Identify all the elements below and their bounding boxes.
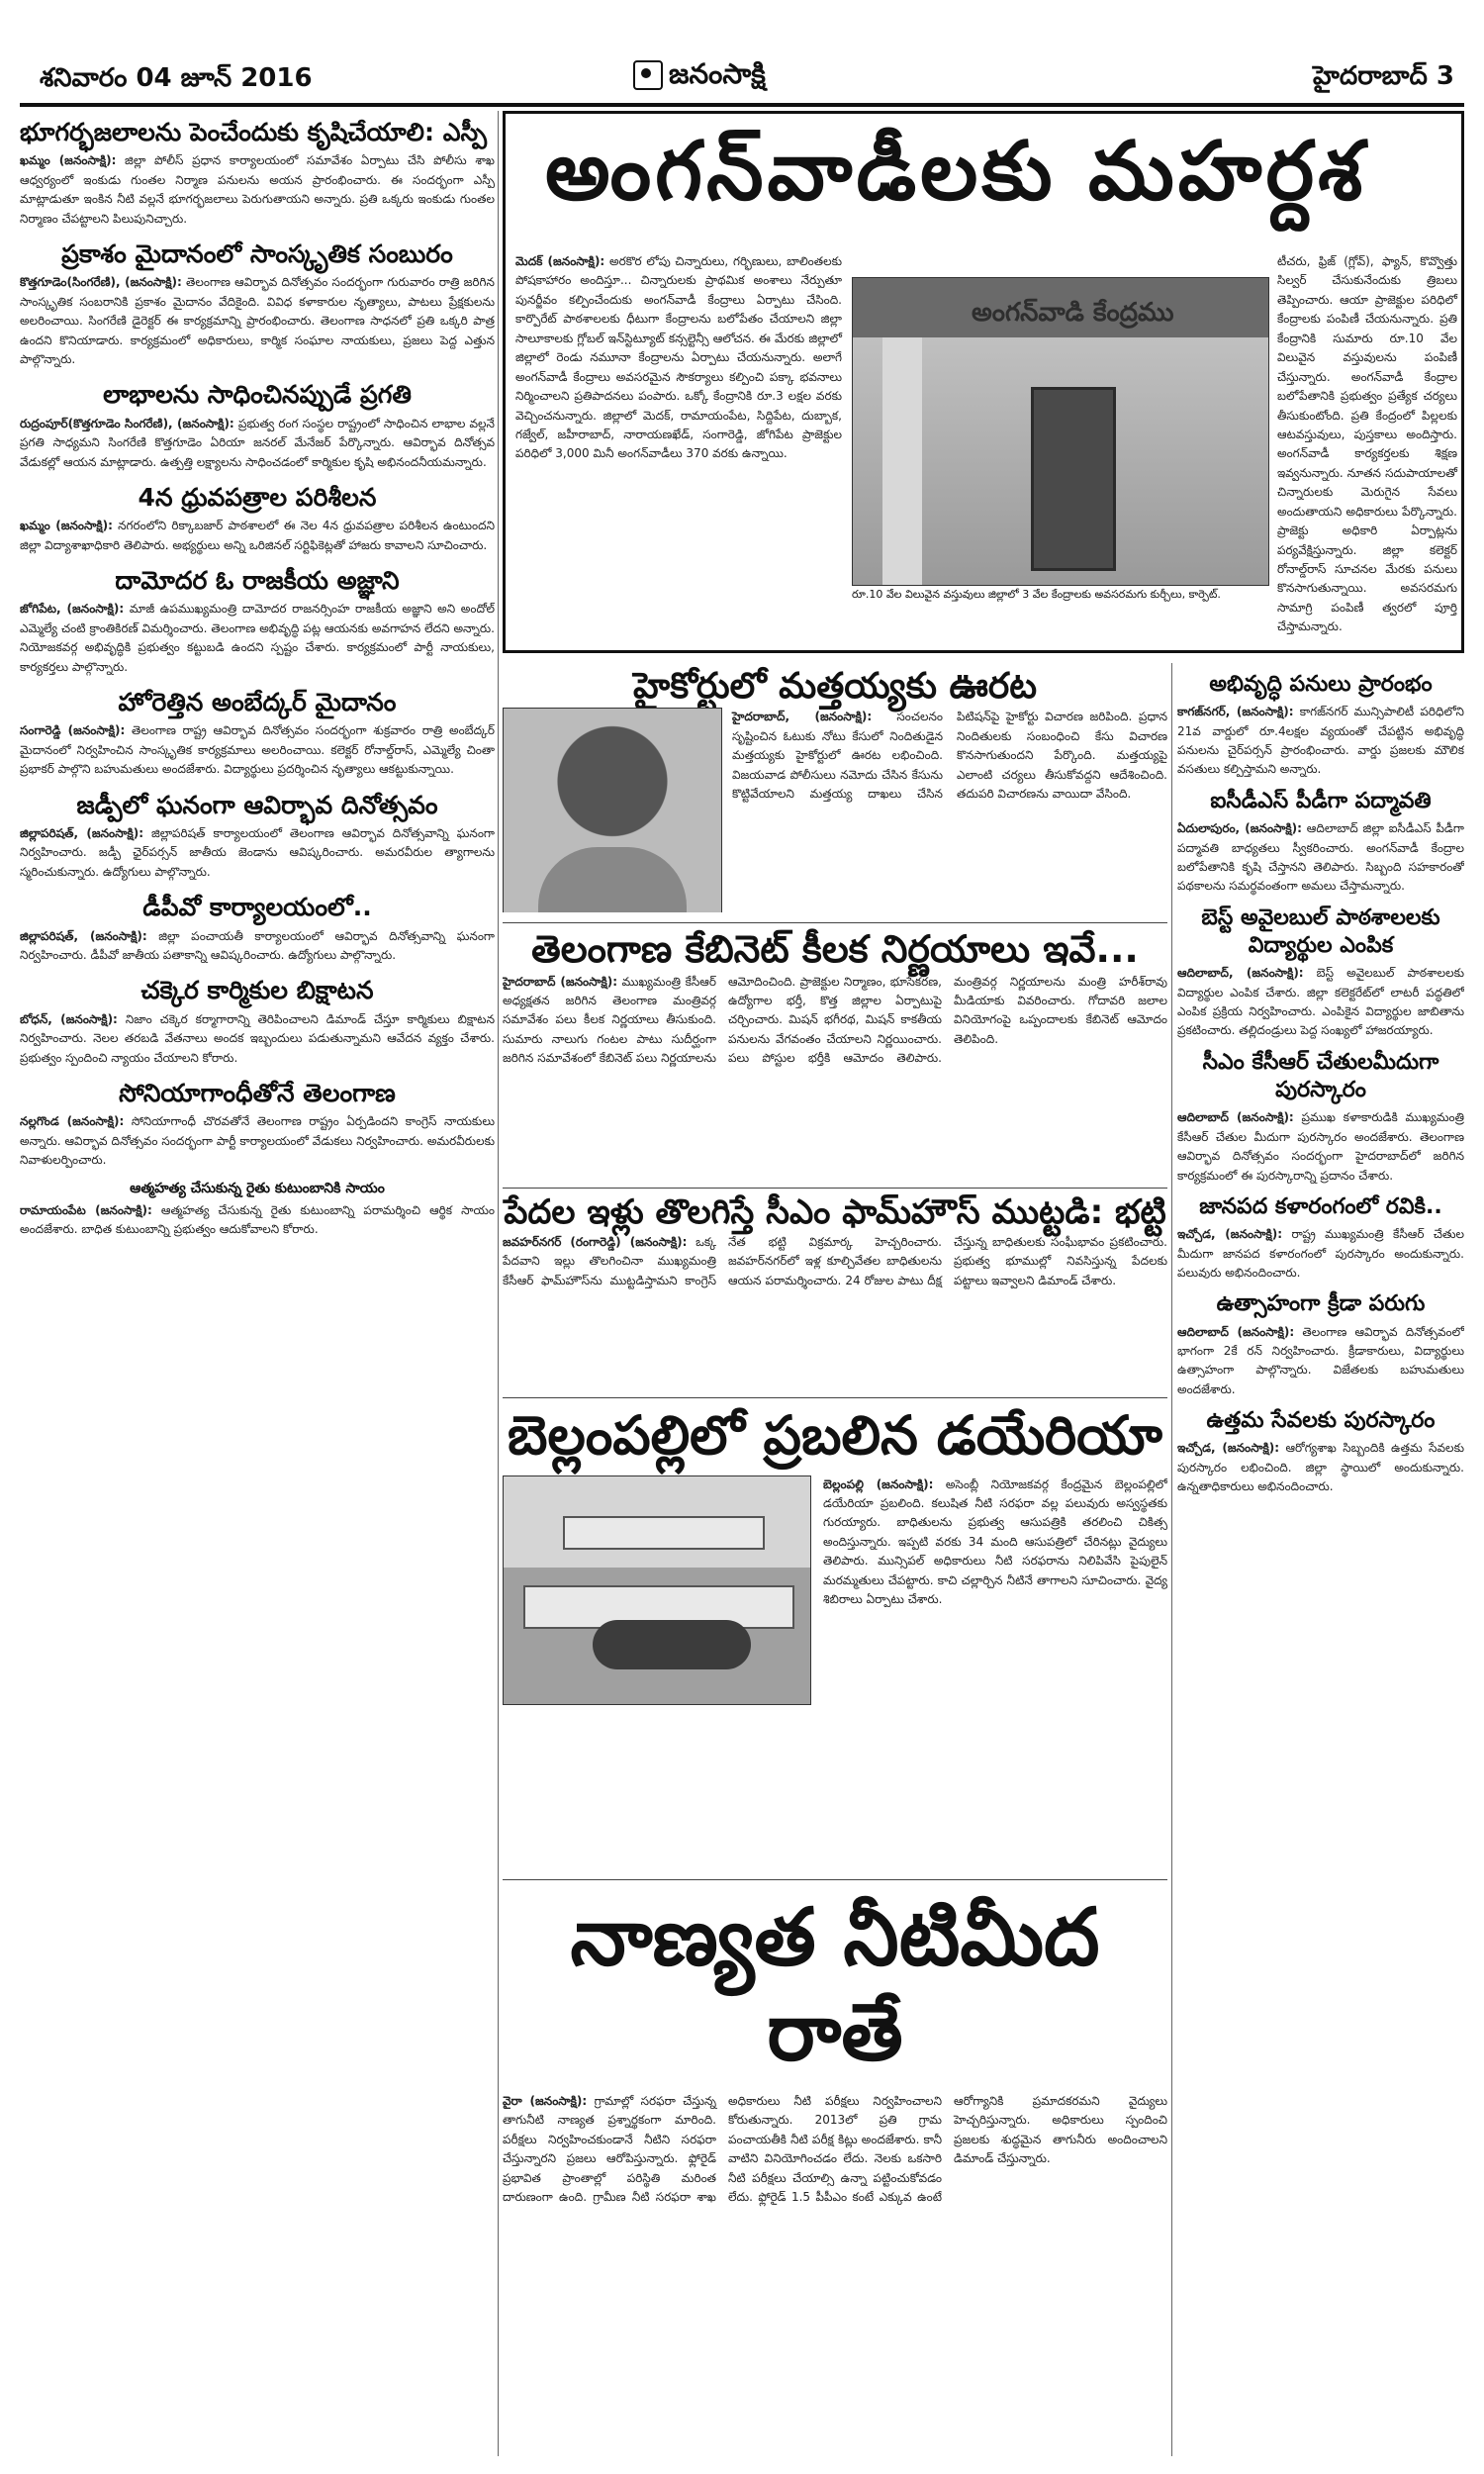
news-story: భూగర్భజలాలను పెంచేందుకు కృషిచేయాలి: ఎస్పీ ఖమ్మం (జనంసాక్షి): జిల్లా పోలీస్ ప్రధాన కార్యాలయంలో సమావేశం ఏర్పాటు చేసి పోలీసు శాఖ ఆధ్వర్యంలో ఇంకుడు గుంతల నిర్మాణ పనులను అయన ప్రారంభించారు. ఈ సందర్భంగా ఎస్పీ మాట్లాడుతూ ఇంకిన నీటి వల్లనే భూగర్భజలాలు పెరుగుతాయని అన్నారు. ప్రతి ఒక్కరు ఇంకుడు గుంతల నిర్మాణం చేపట్టాలని పిలుపునిచ్చారు. — [20, 118, 495, 226]
news-story: సోనియాగాంధీతోనే తెలంగాణ నల్లగొండ (జనంసాక్షి): సోనియాగాంధీ చొరవతోనే తెలంగాణ రాష్ట్రం ఏర్పడిందని కాంగ్రెస్ నాయకులు అన్నారు. ఆవిర్భావ దినోత్సవం సందర్భంగా పార్టీ కార్యాలయంలో వేడుకలు నిర్వహించారు. అమరవీరులకు నివాళులర్పించారు. — [20, 1078, 495, 1168]
story-headline: ఆత్మహత్య చేసుకున్న రైతు కుటుంబానికి సాయం — [130, 1180, 385, 1196]
right-column — [1177, 665, 1464, 2456]
story-headline: సీఎం కేసీఆర్ చేతులమీదుగా పురస్కారం — [1202, 1049, 1439, 1103]
lead-story — [503, 111, 1464, 653]
mathaiah-photo — [503, 708, 722, 912]
column-divider — [498, 111, 499, 2456]
story-headline: 4న ధ్రువపత్రాల పరిశీలన — [138, 483, 377, 512]
news-story: జడ్పీలో ఘనంగా ఆవిర్భావ దినోత్సవం జిల్లాపరిషత్, (జనంసాక్షి): జిల్లాపరిషత్ కార్యాలయంలో తెలంగాణ ఆవిర్భావ దినోత్సవాన్ని ఘనంగా నిర్వహించారు. జడ్పీ ఛైర్‌పర్సన్ జాతీయ జెండాను ఆవిష్కరించారు. అమరవీరుల త్యాగాలను స్మరించుకున్నారు. ఉద్యోగులు పాల్గొన్నారు. — [20, 790, 495, 879]
lead-text-1: అరకొర లోపు చిన్నారులు, గర్భిణులు, బాలింతలకు పోషకాహారం అందిస్తూ... చిన్నారులకు ప్రాథమిక అంశాలు నేర్పుతూ పునర్జీవం కల్పించేందుకు అంగన్‌వాడీ కేంద్రాలు ఏర్పాటు చేసింది. కార్పొరేట్ పాఠశాలలకు ధీటుగా కేంద్రాలను బలోపేతం చేయాలని జిల్లా సాలూకాలకు గ్లోబల్ ఇన్‌స్టిట్యూట్ కన్సల్టెన్సీ ఆలోచన. ఈ మేరకు జిల్లాలో జిల్లాలో రెండు నమూనా కేంద్రాలను ఏర్పాటు చేయనున్నారు. అలాగే అంగన్‌వాడీ కేంద్రాలు అవసరమైన సౌకర్యాలు కల్పించి పక్కా భవనాలు నిర్మించాలని ప్రతిపాదనలు పంపారు. ఒక్కో కేంద్రానికి రూ.3 లక్షల వరకు వెచ్చించనున్నారు. జిల్లాలో మెదక్, రామాయంపేట, సిద్దిపేట, దుబ్బాక, గజ్వేల్, జహీరాబాద్, నారాయణఖేడ్, సంగారెడ్డి, జోగిపేట ప్రాజెక్టుల పరిధిలో 3,000 మినీ అంగన్‌వాడీలు 370 వరకు ఉన్నాయి. — [515, 254, 842, 461]
news-story-cabinet: తెలంగాణ కేబినెట్ కీలక నిర్ణయాలు ఇవే... హైదరాబాద్ (జనంసాక్షి): ముఖ్యమంత్రి కేసీఆర్ అధ్యక్షతన జరిగిన తెలంగాణ మంత్రివర్గ సమావేశం పలు కీలక నిర్ణయాలు తీసుకుంది. సుమారు నాలుగు గంటల పాటు సుదీర్ఘంగా జరిగిన సమావేశంలో కేబినెట్ పలు నిర్ణయాలను ఆమోదించింది. ప్రాజెక్టుల నిర్మాణం, భూసేకరణ, ఉద్యోగాల భర్తీ, కొత్త జిల్లాల ఏర్పాటుపై చర్చించారు. మిషన్ భగీరథ, మిషన్ కాకతీయ పనులను వేగవంతం చేయాలని నిర్ణయించారు. పలు పోస్టుల భర్తీకి ఆమోదం తెలిపారు. మంత్రివర్గ నిర్ణయాలను మంత్రి హరీశ్‌రావు మీడియాకు వివరించారు. గోదావరి జలాల వినియోగంపై ఒప్పందాలకు కేబినెట్ ఆమోదం తెలిపింది. — [503, 918, 1167, 1178]
story-headline: జడ్పీలో ఘనంగా ఆవిర్భావ దినోత్సవం — [76, 790, 438, 819]
story-headline: సోనియాగాంధీతోనే తెలంగాణ — [119, 1078, 396, 1107]
news-story: బెస్ట్ అవైలబుల్ పాఠశాలలకు విద్యార్థుల ఎంపిక ఆదిలాబాద్, (జనంసాక్షి): బెస్ట్ అవైలబుల్ పాఠశాలలకు విద్యార్థుల ఎంపిక చేశారు. జిల్లా కలెక్టరేట్‌లో లాటరీ పద్ధతిలో ఎంపిక ప్రక్రియ నిర్వహించారు. ఎంపికైన విద్యార్థుల జాబితాను ప్రకటించారు. తల్లిదండ్రులు పెద్ద సంఖ్యలో హాజరయ్యారు. — [1177, 904, 1464, 1038]
hospital-ward-photo — [503, 1475, 811, 1705]
issue-date: శనివారం 04 జూన్ 2016 — [40, 63, 313, 93]
news-story: ఐసీడీఎస్ పీడీగా పద్మావతి ఏదులాపురం, (జనంసాక్షి): ఆదిలాబాద్ జిల్లా ఐసీడీఎస్ పీడీగా పద్మావతి బాధ్యతలు స్వీకరించారు. అంగన్‌వాడీ కేంద్రాల బలోపేతానికి కృషి చేస్తానని తెలిపారు. సిబ్బంది సహకారంతో పథకాలను సమర్థవంతంగా అమలు చేస్తామన్నారు. — [1177, 788, 1464, 894]
lead-byline: మెదక్ (జనంసాక్షి): — [515, 254, 605, 268]
logo-icon — [633, 60, 663, 90]
news-story: లాభాలను సాధించినప్పుడే ప్రగతి రుద్రంపూర్(కొత్తగూడెం సింగరేణి), (జనంసాక్షి): ప్రభుత్వ రంగ సంస్థల రాష్ట్రంలో సాధించిన లాభాల వల్లనే ప్రగతి సాధ్యమని సింగరేణి కొత్తగూడెం ఏరియా జనరల్ మేనేజర్ పేర్కొన్నారు. ఆవిర్భావ దినోత్సవ వేడుకల్లో ఆయన మాట్లాడారు. ఉత్పత్తి లక్ష్యాలను సాధించడంలో కార్మికుల కృషి అభినందనీయమన్నారు. — [20, 380, 495, 469]
news-story: 4న ధ్రువపత్రాల పరిశీలన ఖమ్మం (జనంసాక్షి): నగరంలోని రిక్కాబజార్ పాఠశాలలో ఈ నెల 4న ధ్రువపత్రాల పరిశీలన ఉంటుందని జిల్లా విద్యాశాఖాధికారి తెలిపారు. అభ్యర్థులు అన్ని ఒరిజినల్ సర్టిఫికెట్లతో హాజరు కావాలని సూచించారు. — [20, 483, 495, 552]
column-divider — [1171, 663, 1172, 2456]
story-headline: పేదల ఇళ్లు తొలగిస్తే సీఎం ఫామ్‌హౌస్ ముట్టడి: భట్టి — [504, 1192, 1166, 1232]
lead-headline: అంగన్‌వాడీలకు మహర్దశ — [545, 125, 1367, 219]
lead-text-2: టీచరు, ఫ్రిజ్ (గ్లోవ్), ఫ్యాన్, కొవ్వొత్తు సిల్వర్ చేసుకునేందుకు త్రిబలు తెప్పించారు. ఆయా ప్రాజెక్టుల పరిధిలో కేంద్రాలకు పంపిణీ చేయనున్నారు. ప్రతి కేంద్రానికి సుమారు రూ.10 వేల విలువైన వస్తువులను పంపిణీ చేస్తున్నారు. అంగన్‌వాడీ కేంద్రాల బలోపేతానికి ప్రభుత్వం ప్రత్యేక చర్యలు తీసుకుంటోంది. ప్రతి కేంద్రంలో పిల్లలకు ఆటవస్తువులు, పుస్తకాలు అందిస్తారు. అంగన్‌వాడీ కార్యకర్తలకు శిక్షణ ఇవ్వనున్నారు. నూతన సదుపాయాలతో చిన్నారులకు మెరుగైన సేవలు అందుతాయని అధికారులు పేర్కొన్నారు. ప్రాజెక్టు అధికారి ఏర్పాట్లను పర్యవేక్షిస్తున్నారు. జిల్లా కలెక్టర్ రోనాల్డ్‌రాస్ సూచనల మేరకు పనులు కొనసాగుతున్నాయి. అవసరమగు సామాగ్రి పంపిణీ త్వరలో పూర్తి చేస్తామన్నారు. — [1277, 254, 1457, 634]
story-headline: బెస్ట్ అవైలబుల్ పాఠశాలలకు విద్యార్థుల ఎంపిక — [1201, 904, 1440, 958]
news-story: చక్కెర కార్మికుల బిక్షాటన బోధన్, (జనంసాక్షి): నిజాం చక్కెర కర్మాగారాన్ని తెరిపించాలని డిమాండ్ చేస్తూ కార్మికులు బిక్షాటన నిర్వహించారు. నెలల తరబడి వేతనాలు అందక ఇబ్బందులు పడుతున్నామని ఆవేదన వ్యక్తం చేశారు. ప్రభుత్వం స్పందించి న్యాయం చేయాలని కోరారు. — [20, 976, 495, 1065]
story-headline: ప్రకాశం మైదానంలో సాంస్కృతిక సంబురం — [61, 239, 453, 268]
story-headline: అభివృద్ధి పనులు ప్రారంభం — [1209, 672, 1433, 697]
news-story: ఆత్మహత్య చేసుకున్న రైతు కుటుంబానికి సాయం రామాయంపేట (జనంసాక్షి): ఆత్మహత్య చేసుకున్న రైతు కుటుంబాన్ని పరామర్శించి ఆర్థిక సాయం అందజేశారు. బాధిత కుటుంబాన్ని ప్రభుత్వం ఆదుకోవాలని కోరారు. — [20, 1180, 495, 1237]
story-headline: బెల్లంపల్లిలో ప్రబలిన డయేరియా — [508, 1404, 1162, 1467]
news-story: ఉత్సాహంగా క్రీడా పరుగు ఆదిలాబాద్ (జనంసాక్షి): తెలంగాణ ఆవిర్భావ దినోత్సవంలో భాగంగా 2కే రన్ నిర్వహించారు. క్రీడాకారులు, విద్యార్థులు ఉత్సాహంగా పాల్గొన్నారు. విజేతలకు బహుమతులు అందజేశారు. — [1177, 1291, 1464, 1396]
news-story-highcourt: హైకోర్టులో మత్తయ్యకు ఊరట హైదరాబాద్, (జనంసాక్షి): సంచలనం సృష్టించిన ఓటుకు నోటు కేసులో నిందితుడైన మత్తయ్యకు హైకోర్టులో ఊరట లభించింది. విజయవాడ పోలీసులు నమోదు చేసిన కేసును కొట్టివేయాలని మత్తయ్య దాఖలు చేసిన పిటిషన్‌పై హైకోర్టు విచారణ జరిపింది. ప్రధాన నిందితులకు సంబంధించి కేసు విచారణ కొనసాగుతుందని పేర్కొంది. మత్తయ్యపై ఎలాంటి చర్యలు తీసుకోవద్దని ఆదేశించింది. తదుపరి విచారణను వాయిదా వేసింది. — [503, 665, 1167, 912]
story-headline: ఉత్తమ సేవలకు పురస్కారం — [1206, 1408, 1436, 1434]
story-headline: తెలంగాణ కేబినెట్ కీలక నిర్ణయాలు ఇవే... — [531, 927, 1139, 971]
logo-text: జనంసాక్షి — [669, 57, 766, 90]
story-headline: హైకోర్టులో మత్తయ్యకు ఊరట — [632, 666, 1038, 707]
news-story: సీఎం కేసీఆర్ చేతులమీదుగా పురస్కారం ఆదిలాబాద్ (జనంసాక్షి): ప్రముఖ కళాకారుడికి ముఖ్యమంత్రి కేసీఆర్ చేతుల మీదుగా పురస్కారం అందజేశారు. తెలంగాణ ఆవిర్భావ దినోత్సవం సందర్భంగా హైదరాబాద్‌లో జరిగిన కార్యక్రమంలో ఈ పురస్కారాన్ని ప్రదానం చేశారు. — [1177, 1049, 1464, 1183]
story-headline: చక్కెర కార్మికుల బిక్షాటన — [140, 976, 374, 1005]
news-story: అభివృద్ధి పనులు ప్రారంభం కాగజ్‌నగర్, (జనంసాక్షి): కాగజ్‌నగర్ మున్సిపాలిటీ పరిధిలోని 21వ వార్డులో రూ.4లక్షల వ్యయంతో చేపట్టిన అభివృద్ధి పనులను చైర్‌పర్సన్ ప్రారంభించారు. వార్డు ప్రజలకు మౌలిక వసతులు కల్పిస్తామని అన్నారు. — [1177, 672, 1464, 777]
newspaper-logo — [633, 57, 766, 97]
story-headline: లాభాలను సాధించినప్పుడే ప్రగతి — [103, 380, 412, 410]
news-story: జానపద కళారంగంలో రవికి.. ఇచ్చోడ, (జనంసాక్షి): రాష్ట్ర ముఖ్యమంత్రి కేసీఆర్ చేతుల మీదుగా జానపద కళారంగంలో పురస్కారం అందుకున్నారు. పలువురు అభినందించారు. — [1177, 1193, 1464, 1280]
story-headline: డీపీవో కార్యాలయంలో.. — [142, 893, 372, 922]
news-story-water-quality: నాణ్యత నీటిమీద రాతే వైరా (జనంసాక్షి): గ్రామాల్లో సరఫరా చేస్తున్న తాగునీటి నాణ్యత ప్రశ్నార్థకంగా మారింది. పరీక్షలు నిర్వహించకుండానే నీటిని సరఫరా చేస్తున్నారని ప్రజలు ఆరోపిస్తున్నారు. ఫ్లోరైడ్ ప్రభావిత ప్రాంతాల్లో పరిస్థితి మరింత దారుణంగా ఉంది. గ్రామీణ నీటి సరఫరా శాఖ అధికారులు నీటి పరీక్షలు నిర్వహించాలని కోరుతున్నారు. 2013లో ప్రతి గ్రామ పంచాయతీకి నీటి పరీక్ష కిట్లు అందజేశారు. కానీ వాటిని వినియోగించడం లేదు. నెలకు ఒకసారి నీటి పరీక్షలు చేయాల్సి ఉన్నా పట్టించుకోవడం లేదు. ఫ్లోరైడ్ 1.5 పీపీఎం కంటే ఎక్కువ ఉంటే ఆరోగ్యానికి ప్రమాదకరమని వైద్యులు హెచ్చరిస్తున్నారు. అధికారులు స్పందించి ప్రజలకు శుద్ధమైన తాగునీరు అందించాలని డిమాండ్ చేస్తున్నారు. — [503, 1875, 1167, 2459]
news-story: ఉత్తమ సేవలకు పురస్కారం ఇచ్చోడ, (జనంసాక్షి): ఆరోగ్యశాఖ సిబ్బందికి ఉత్తమ సేవలకు పురస్కారం లభించింది. జిల్లా స్థాయిలో అందుకున్నారు. ఉన్నతాధికారులు అభినందించారు. — [1177, 1408, 1464, 1494]
story-headline: నాణ్యత నీటిమీద రాతే — [570, 1891, 1100, 2078]
news-story: డీపీవో కార్యాలయంలో.. జిల్లాపరిషత్, (జనంసాక్షి): జిల్లా పంచాయతీ కార్యాలయంలో ఆవిర్భావ దినోత్సవాన్ని ఘనంగా నిర్వహించారు. డీపీవో జాతీయ పతాకాన్ని ఆవిష్కరించారు. ఉద్యోగులు పాల్గొన్నారు. — [20, 893, 495, 962]
news-story: దామోదర ఓ రాజకీయ అజ్ఞాని జోగిపేట, (జనంసాక్షి): మాజీ ఉపముఖ్యమంత్రి దామోదర రాజనర్సింహ రాజకీయ అజ్ఞాని అని అందోల్ ఎమ్మెల్యే చంటి క్రాంతికిరణ్ విమర్శించారు. తెలంగాణ అభివృద్ధి పట్ల ఆయనకు అవగాహన లేదని అన్నారు. నియోజకవర్గ అభివృద్ధికి ప్రభుత్వం కట్టుబడి ఉందని స్పష్టం చేశారు. కార్యక్రమంలో పార్టీ నాయకులు, కార్యకర్తలు పాల్గొన్నారు. — [20, 566, 495, 674]
story-headline: జానపద కళారంగంలో రవికి.. — [1199, 1193, 1442, 1219]
lead-photo-caption: రూ.10 వేల విలువైన వస్తువులు జిల్లాలో 3 వేల కేంద్రాలకు అవసరమగు కుర్చీలు, కార్పెట్. — [852, 588, 1221, 601]
photo-signboard: అంగన్‌వాడి కేంద్రము — [972, 298, 1174, 328]
lead-body — [515, 252, 842, 464]
news-story-diarrhea: బెల్లంపల్లిలో ప్రబలిన డయేరియా బెల్లంపల్లి (జనంసాక్షి): అసెంబ్లీ నియోజకవర్గ కేంద్రమైన బెల్లంపల్లిలో డయేరియా ప్రబలింది. కలుషిత నీటి సరఫరా వల్ల పలువురు అస్వస్థతకు గురయ్యారు. బాధితులను ప్రభుత్వ ఆసుపత్రికి తరలించి చికిత్స అందిస్తున్నారు. ఇప్పటి వరకు 34 మంది ఆసుపత్రిలో చేరినట్లు వైద్యులు తెలిపారు. మున్సిపల్ అధికారులు నీటి సరఫరాను నిలిపివేసి పైపులైన్ మరమ్మతులు చేపట్టారు. కాచి చల్లార్చిన నీటినే తాగాలని సూచించారు. వైద్య శిబిరాలు ఏర్పాటు చేశారు. — [503, 1393, 1167, 1868]
anganwadi-building-photo — [852, 277, 1269, 586]
story-headline: ఉత్సాహంగా క్రీడా పరుగు — [1216, 1291, 1426, 1317]
story-headline: దామోదర ఓ రాజకీయ అజ్ఞాని — [115, 566, 400, 596]
story-headline: ఐసీడీఎస్ పీడీగా పద్మావతి — [1210, 788, 1432, 813]
masthead-rule — [20, 103, 1464, 107]
news-story-bhatti: పేదల ఇళ్లు తొలగిస్తే సీఎం ఫామ్‌హౌస్ ముట్టడి: భట్టి జవహర్‌నగర్ (రంగారెడ్డి) (జనంసాక్షి): ఒక్క పేదవాని ఇల్లు తొలగించినా ముఖ్యమంత్రి కేసీఆర్ ఫామ్‌హౌస్‌ను ముట్టడిస్తామని కాంగ్రెస్ నేత భట్టి విక్రమార్క హెచ్చరించారు. జవహర్‌నగర్‌లో ఇళ్ల కూల్చివేతల బాధితులను ఆయన పరామర్శించారు. 24 రోజుల పాటు దీక్ష చేస్తున్న బాధితులకు సంఘీభావం ప్రకటించారు. ప్రభుత్వ భూముల్లో నివసిస్తున్న పేదలకు పట్టాలు ఇవ్వాలని డిమాండ్ చేశారు. — [503, 1184, 1167, 1386]
news-story: ప్రకాశం మైదానంలో సాంస్కృతిక సంబురం కొత్తగూడెం(సింగరేణి), (జనంసాక్షి): తెలంగాణ ఆవిర్భావ దినోత్సవం సందర్భంగా గురువారం రాత్రి జరిగిన సాంస్కృతిక సంబరానికి ప్రకాశం మైదానం వేదికైంది. వివిధ కళాకారుల నృత్యాలు, పాటలు ప్రేక్షకులను అలరించాయి. సింగరేణి డైరెక్టర్ ఈ కార్యక్రమాన్ని ప్రారంభించారు. తెలంగాణ సాధనలో ప్రతి ఒక్కరి పాత్ర ఉందని కొనియాడారు. కార్యక్రమంలో అధికారులు, కార్మిక సంఘాల నాయకులు, ప్రజలు పెద్ద ఎత్తున పాల్గొన్నారు. — [20, 239, 495, 366]
masthead — [0, 0, 1484, 109]
page-city-number: హైదరాబాద్ 3 — [1313, 61, 1454, 91]
story-headline: హోరెత్తిన అంబేద్కర్ మైదానం — [118, 688, 397, 717]
left-column — [20, 111, 495, 2466]
news-story: హోరెత్తిన అంబేద్కర్ మైదానం సంగారెడ్డి (జనంసాక్షి): తెలంగాణ రాష్ట్ర ఆవిర్భావ దినోత్సవం సందర్భంగా శుక్రవారం రాత్రి అంబేద్కర్ మైదానంలో నిర్వహించిన సాంస్కృతిక కార్యక్రమాలు అలరించాయి. కలెక్టర్ రోనాల్డ్‌రాస్, ఎమ్మెల్యే చింతా ప్రభాకర్ పాల్గొని బహుమతులు అందజేశారు. విద్యార్థులు ప్రదర్శించిన నృత్యాలు ఆకట్టుకున్నాయి. — [20, 688, 495, 777]
story-headline: భూగర్భజలాలను పెంచేందుకు కృషిచేయాలి: ఎస్పీ — [20, 118, 488, 146]
